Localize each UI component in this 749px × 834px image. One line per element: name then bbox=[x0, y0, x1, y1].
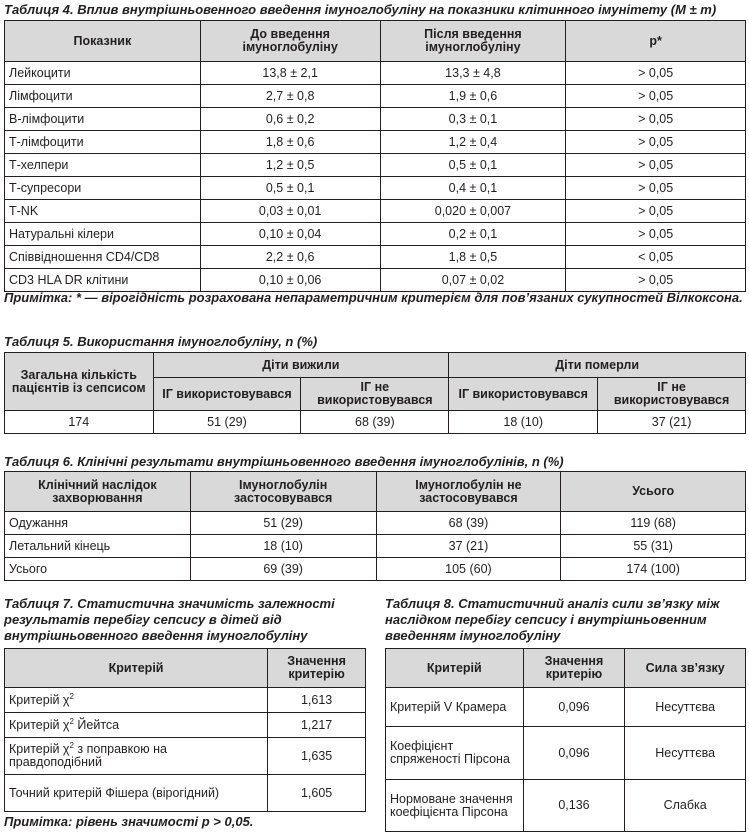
table-row bbox=[5, 269, 746, 292]
table6 bbox=[4, 471, 746, 581]
table-cell: 0,07 ± 0,02 bbox=[380, 269, 566, 292]
table-cell: Усього bbox=[5, 558, 191, 581]
table8-caption: Таблиця 8. Статистичний аналіз сили зв’язку між наслідком перебігу сепсису і внутрішньовенним введенням імуноглобуліну bbox=[385, 596, 720, 643]
table-cell bbox=[5, 688, 268, 713]
table5-caption: Таблиця 5. Використання імуноглобуліну, n (%) bbox=[4, 334, 318, 349]
table-row bbox=[5, 738, 366, 775]
table-cell: 2,7 ± 0,8 bbox=[200, 85, 380, 108]
table-cell: Одужання bbox=[5, 512, 191, 535]
table-row bbox=[5, 108, 746, 131]
table-row bbox=[5, 223, 746, 246]
table-cell: 18 (10) bbox=[190, 535, 376, 558]
criterion-text: Точний критерій Фішера (вірогідний) bbox=[9, 785, 220, 800]
table-cell: Критерій V Крамера bbox=[386, 688, 524, 727]
table-cell: Натуральні кілери bbox=[5, 223, 201, 246]
table-row bbox=[5, 177, 746, 200]
table-cell: 1,613 bbox=[268, 688, 366, 713]
table-cell: 37 (21) bbox=[376, 535, 561, 558]
table-cell: 1,635 bbox=[268, 738, 366, 775]
table-cell: 1,2 ± 0,4 bbox=[380, 131, 566, 154]
table5-header-cell: Загальна кількість пацієнтів із сепсисом bbox=[5, 353, 154, 411]
table7-header-cell: Значення критерію bbox=[268, 649, 366, 688]
table-cell: 0,10 ± 0,06 bbox=[200, 269, 380, 292]
table-cell: Коефіцієнт спряженості Пірсона bbox=[386, 727, 524, 780]
table-row bbox=[386, 688, 746, 727]
table-cell: 0,4 ± 0,1 bbox=[380, 177, 566, 200]
table-row bbox=[5, 131, 746, 154]
table-cell bbox=[5, 713, 268, 738]
table-cell: Летальний кінець bbox=[5, 535, 191, 558]
table-cell: В-лімфоцити bbox=[5, 108, 201, 131]
table7-header-row bbox=[5, 649, 366, 688]
table8 bbox=[385, 648, 746, 832]
table-cell: 0,096 bbox=[523, 688, 625, 727]
table6-header-cell: Імуноглобулін не застосовувався bbox=[376, 472, 561, 512]
criterion-text: Критерій χ bbox=[9, 692, 70, 707]
table8-header-row bbox=[386, 649, 746, 688]
table-cell: > 0,05 bbox=[566, 223, 746, 246]
table-cell: 18 (10) bbox=[449, 411, 598, 434]
table-cell: > 0,05 bbox=[566, 85, 746, 108]
table4-caption: Таблиця 4. Вплив внутрішньовенного введення імуноглобуліну на показники клітинного імунітету (M ± m) bbox=[4, 2, 717, 17]
table-cell: 0,096 bbox=[523, 727, 625, 780]
table8-header-cell: Критерій bbox=[386, 649, 524, 688]
table-cell: Лейкоцити bbox=[5, 62, 201, 85]
table-cell: 0,3 ± 0,1 bbox=[380, 108, 566, 131]
table-cell: 0,136 bbox=[523, 780, 625, 832]
table-cell: 55 (31) bbox=[561, 535, 746, 558]
table-cell: 1,217 bbox=[268, 713, 366, 738]
table-cell: 0,5 ± 0,1 bbox=[380, 154, 566, 177]
table5-group-header: Діти вижили bbox=[153, 353, 449, 378]
table-cell: > 0,05 bbox=[566, 131, 746, 154]
table5-subheader-cell: ІГ використовувався bbox=[449, 378, 598, 411]
table-cell: 119 (68) bbox=[561, 512, 746, 535]
table-cell: > 0,05 bbox=[566, 177, 746, 200]
table7-header-cell: Критерій bbox=[5, 649, 268, 688]
table7-caption: Таблиця 7. Статистична значимість залежності результатів перебігу сепсису в дітей від внутрішньовенного введення імуноглобуліну bbox=[4, 596, 335, 643]
table-cell: Несуттєва bbox=[625, 727, 746, 780]
table-row bbox=[5, 246, 746, 269]
table-cell: 1,2 ± 0,5 bbox=[200, 154, 380, 177]
table-cell: 174 (100) bbox=[561, 558, 746, 581]
table5-group-header: Діти померли bbox=[449, 353, 746, 378]
table-cell: > 0,05 bbox=[566, 154, 746, 177]
table-row bbox=[5, 411, 746, 434]
table4-note: Примітка: * — вірогідність розрахована непараметричним критерієм для пов’язаних сукупностей Вілкоксона. bbox=[4, 290, 743, 305]
table-cell: 105 (60) bbox=[376, 558, 561, 581]
superscript: 2 bbox=[69, 716, 74, 726]
criterion-text: з поправкою на правдоподібний bbox=[9, 742, 167, 769]
table-row bbox=[5, 688, 366, 713]
table-row bbox=[5, 535, 746, 558]
table-cell: CD3 HLA DR клітини bbox=[5, 269, 201, 292]
table-cell: Несуттєва bbox=[625, 688, 746, 727]
table-row bbox=[386, 780, 746, 832]
table-cell: 68 (39) bbox=[301, 411, 449, 434]
table-cell: Т-лімфоцити bbox=[5, 131, 201, 154]
table5 bbox=[4, 352, 746, 434]
table6-header-cell: Усього bbox=[561, 472, 746, 512]
table-cell bbox=[5, 738, 268, 775]
table-row bbox=[5, 713, 366, 738]
table-cell: Співвідношення CD4/CD8 bbox=[5, 246, 201, 269]
table5-subheader-cell: ІГ не використовувався bbox=[301, 378, 449, 411]
table-cell: > 0,05 bbox=[566, 269, 746, 292]
table-cell: 0,03 ± 0,01 bbox=[200, 200, 380, 223]
table8-header-cell: Значення критерію bbox=[523, 649, 625, 688]
table5-subheader-cell: ІГ використовувався bbox=[153, 378, 301, 411]
table4 bbox=[4, 20, 746, 292]
table-cell: 1,8 ± 0,5 bbox=[380, 246, 566, 269]
table-cell: 13,3 ± 4,8 bbox=[380, 62, 566, 85]
table4-header-cell: Після введення імуноглобуліну bbox=[380, 21, 566, 62]
table-cell: > 0,05 bbox=[566, 108, 746, 131]
superscript: 2 bbox=[69, 691, 74, 701]
table-cell: 1,9 ± 0,6 bbox=[380, 85, 566, 108]
table5-header-row bbox=[5, 353, 746, 378]
table-cell: 0,020 ± 0,007 bbox=[380, 200, 566, 223]
table-row bbox=[5, 512, 746, 535]
table-row bbox=[386, 727, 746, 780]
table4-header-cell: p* bbox=[566, 21, 746, 62]
table6-header-row bbox=[5, 472, 746, 512]
table-cell: 2,2 ± 0,6 bbox=[200, 246, 380, 269]
table-cell: Т-супресори bbox=[5, 177, 201, 200]
table-cell: < 0,05 bbox=[566, 246, 746, 269]
table-row bbox=[5, 154, 746, 177]
table-row bbox=[5, 775, 366, 812]
table6-header-cell: Імуноглобулін застосовувався bbox=[190, 472, 376, 512]
table4-header-cell: До введення імуноглобуліну bbox=[200, 21, 380, 62]
table-row bbox=[5, 62, 746, 85]
table-cell: 13,8 ± 2,1 bbox=[200, 62, 380, 85]
table7 bbox=[4, 648, 366, 812]
table-cell: Лімфоцити bbox=[5, 85, 201, 108]
table-cell: 0,6 ± 0,2 bbox=[200, 108, 380, 131]
criterion-text: Критерій χ bbox=[9, 717, 70, 732]
table-cell: 1,8 ± 0,6 bbox=[200, 131, 380, 154]
table-cell: Т-хелпери bbox=[5, 154, 201, 177]
table-row bbox=[5, 85, 746, 108]
table-cell: 68 (39) bbox=[376, 512, 561, 535]
table-cell: 37 (21) bbox=[598, 411, 746, 434]
table-cell: Т-NK bbox=[5, 200, 201, 223]
table-cell: 0,5 ± 0,1 bbox=[200, 177, 380, 200]
table-cell: 0,2 ± 0,1 bbox=[380, 223, 566, 246]
table6-caption: Таблиця 6. Клінічні результати внутрішньовенного введення імуноглобулінів, n (%) bbox=[4, 454, 564, 469]
table8-header-cell: Сила зв’язку bbox=[625, 649, 746, 688]
table-cell: 174 bbox=[5, 411, 154, 434]
table-cell: 51 (29) bbox=[153, 411, 301, 434]
table-cell: Слабка bbox=[625, 780, 746, 832]
table-cell: > 0,05 bbox=[566, 200, 746, 223]
table4-header-row bbox=[5, 21, 746, 62]
superscript: 2 bbox=[69, 740, 74, 750]
criterion-text: Критерій χ bbox=[9, 742, 70, 756]
criterion-text: Йейтса bbox=[73, 717, 120, 732]
table-cell bbox=[5, 775, 268, 812]
table-cell: 0,10 ± 0,04 bbox=[200, 223, 380, 246]
table-cell: Нормоване значення коефіцієнта Пірсона bbox=[386, 780, 524, 832]
table-cell: 1,605 bbox=[268, 775, 366, 812]
table-row bbox=[5, 200, 746, 223]
table-cell: > 0,05 bbox=[566, 62, 746, 85]
table5-subheader-cell: ІГ не використовувався bbox=[598, 378, 746, 411]
table-cell: 69 (39) bbox=[190, 558, 376, 581]
table6-header-cell: Клінічний наслідок захворювання bbox=[5, 472, 191, 512]
table7-note: Примітка: рівень значимості p > 0,05. bbox=[4, 814, 254, 829]
table4-header-cell: Показник bbox=[5, 21, 201, 62]
table-row bbox=[5, 558, 746, 581]
table-cell: 51 (29) bbox=[190, 512, 376, 535]
